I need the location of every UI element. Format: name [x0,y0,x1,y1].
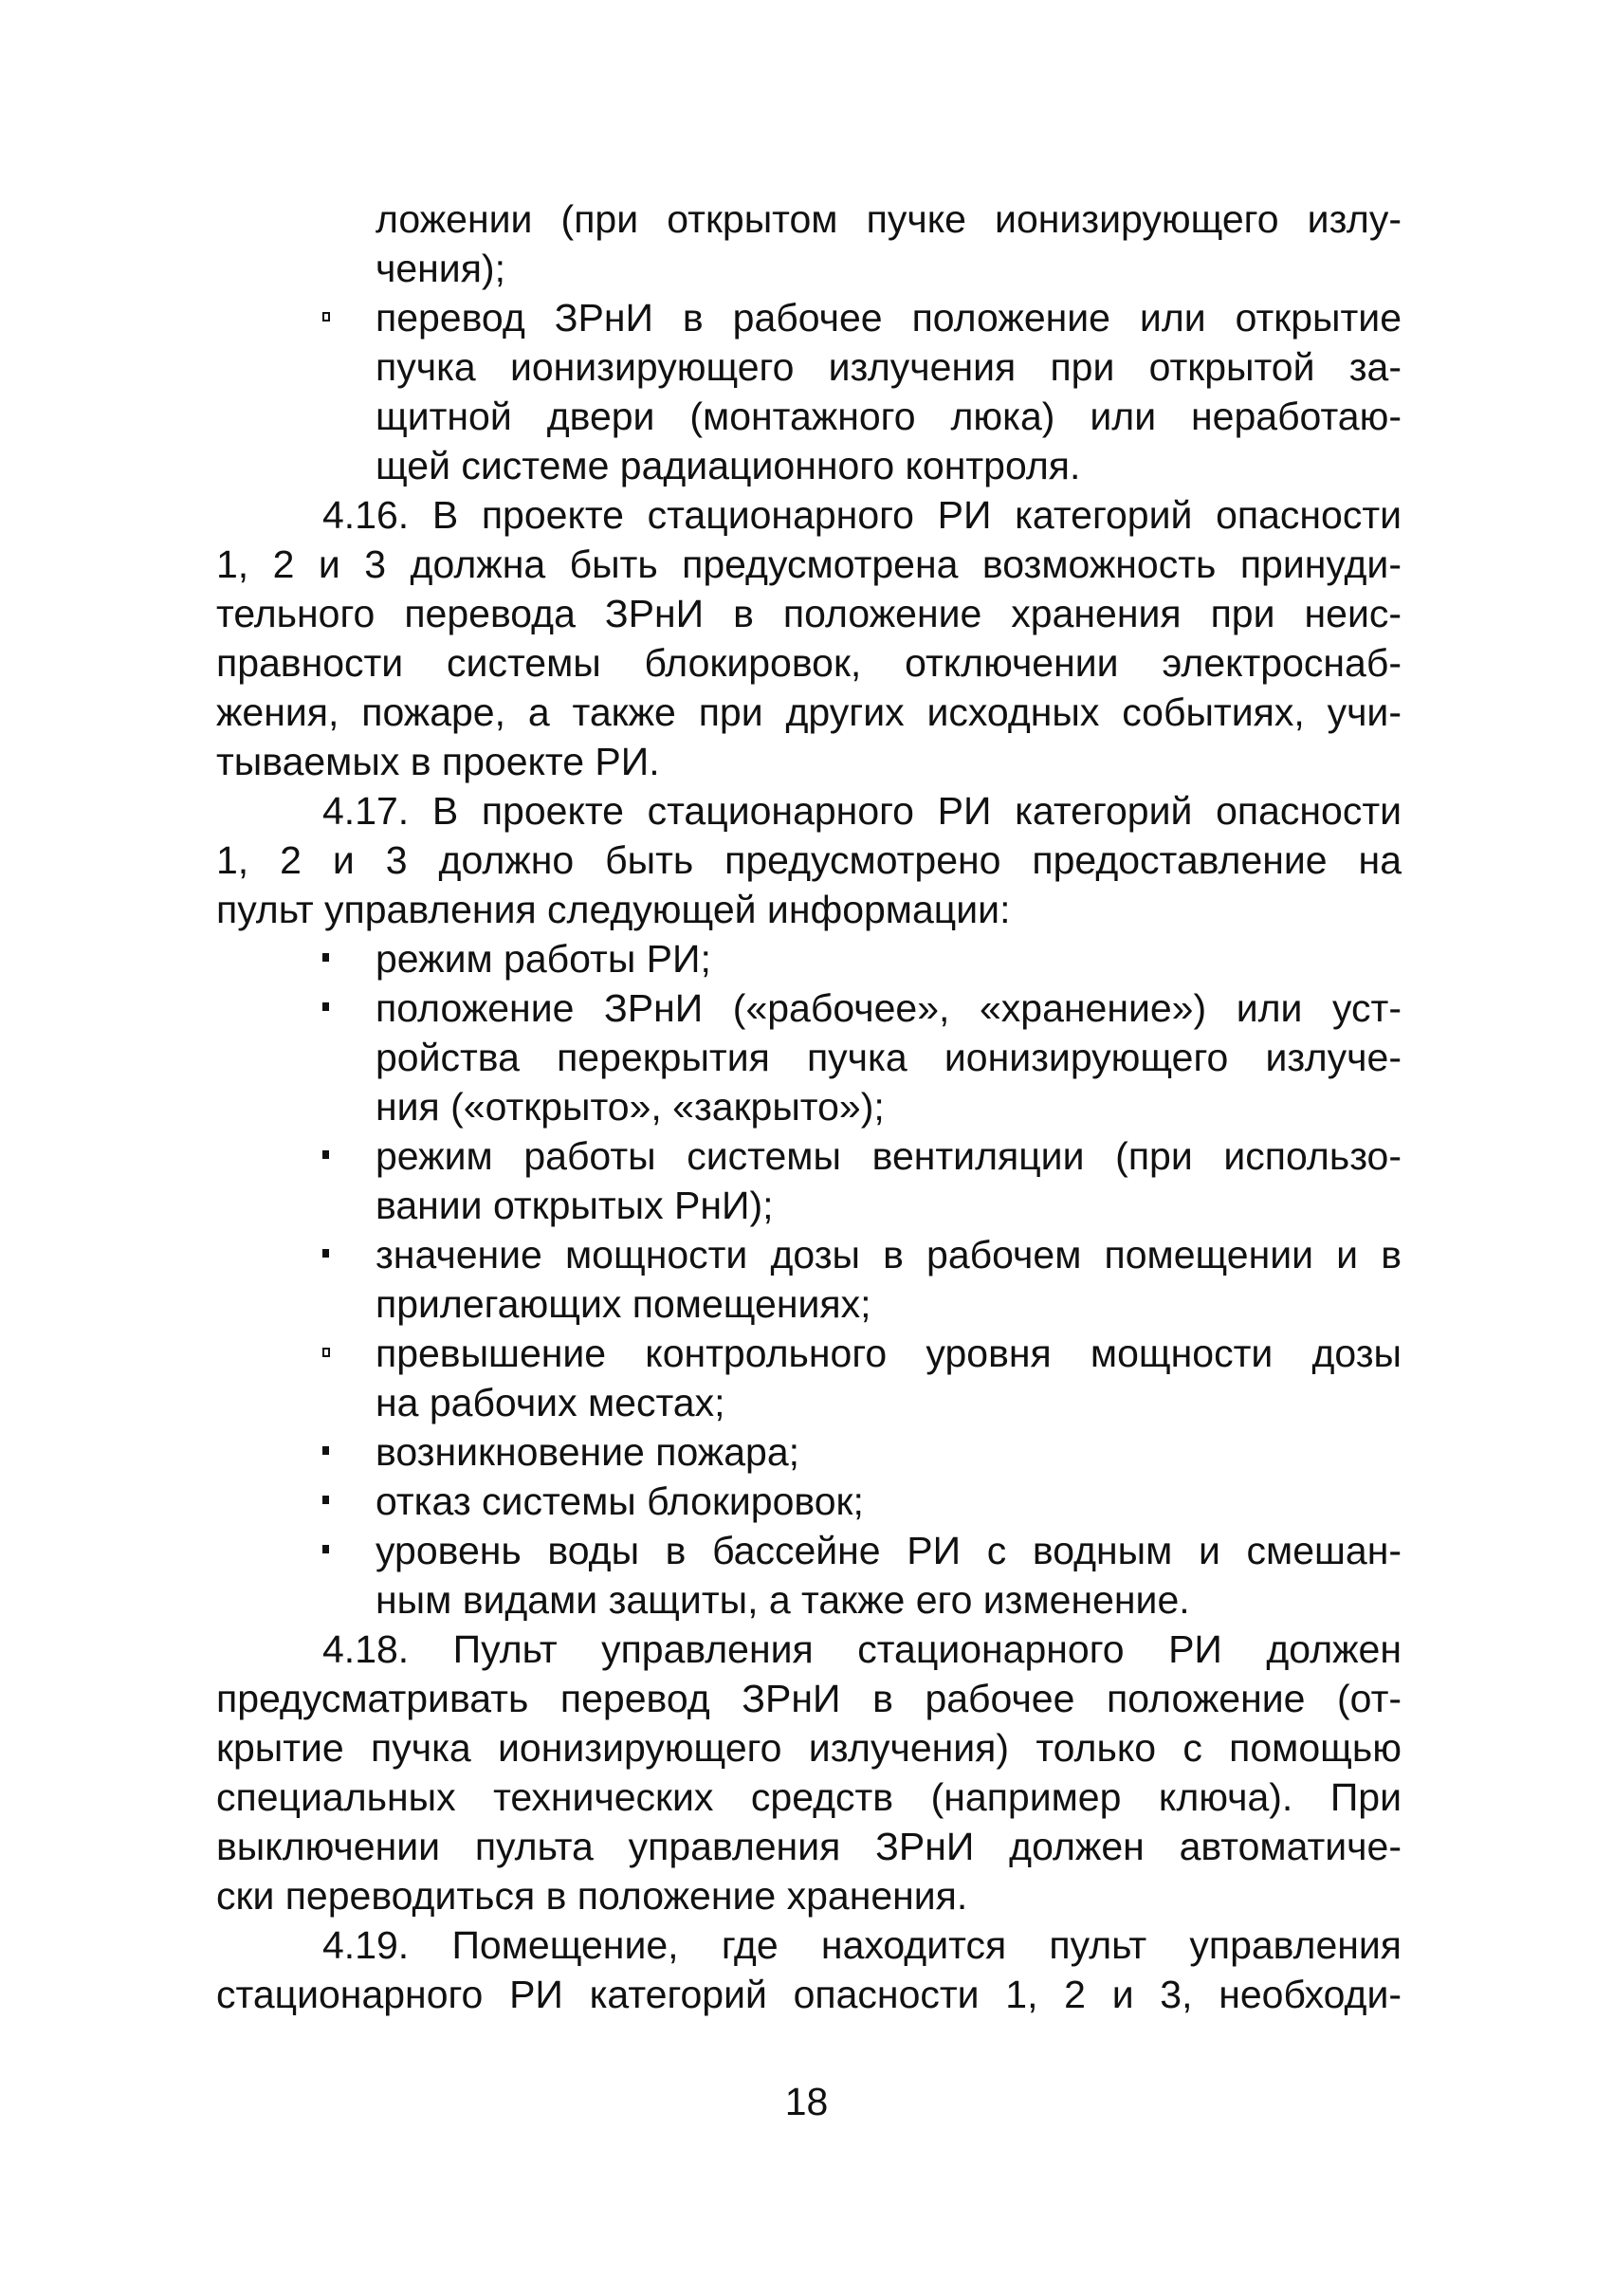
text-line: щитной двери (монтажного люка) или неработаю- [376,395,1402,438]
list-item [216,1526,1402,1625]
text-line: специальных технических средств (например ключа). При [216,1775,1402,1819]
text-line: 1, 2 и 3 должно быть предусмотрено предоставление на [216,838,1402,882]
text-line: 4.19. Помещение, где находится пульт управления [322,1923,1402,1967]
text-line: 1, 2 и 3 должна быть предусмотрена возможность принуди- [216,542,1402,586]
text-line: выключении пульта управления ЗРнИ должен автоматиче- [216,1825,1402,1868]
bullet-icon [322,312,330,321]
text-line: правности системы блокировок, отключении электроснаб- [216,641,1402,685]
text-line: на рабочих местах; [376,1381,725,1424]
bullet-icon [322,1002,329,1011]
text-line: тельного перевода ЗРнИ в положение хранения при неис- [216,592,1402,635]
text-line: ски переводиться в положение хранения. [216,1874,968,1918]
list-item [216,934,1402,983]
text-line: пульт управления следующей информации: [216,888,1011,931]
list-item [216,983,1402,1131]
text-line: превышение контрольного уровня мощности дозы [376,1332,1402,1375]
text-line: уровень воды в бассейне РИ с водным и смешан- [376,1529,1402,1572]
text-line: вании открытых РнИ); [376,1184,774,1227]
text-line: режим работы РИ; [376,937,711,981]
list-item [216,1329,1402,1427]
text-line: 4.16. В проекте стационарного РИ категорий опасности [322,493,1402,537]
paragraph-4-19 [216,1920,1402,2019]
document-body [216,194,1402,2019]
text-line: тываемых в проекте РИ. [216,740,660,783]
text-line: перевод ЗРнИ в рабочее положение или открытие [376,296,1402,340]
text-line: ным видами защиты, а также его изменение. [376,1578,1190,1622]
text-line: жения, пожаре, а также при других исходных событиях, учи- [216,690,1402,734]
text-line: режим работы системы вентиляции (при использо- [376,1134,1402,1178]
list-item [216,1477,1402,1526]
text-line: крытие пучка ионизирующего излучения) только с помощью [216,1726,1402,1770]
text-line: возникновение пожара; [376,1430,800,1474]
list-item [216,1131,1402,1230]
bullet-icon [322,1545,329,1553]
text-line: 4.18. Пульт управления стационарного РИ должен [322,1627,1402,1671]
bullet-icon [322,1249,329,1258]
list-item [216,1427,1402,1477]
text-line: предусматривать перевод ЗРнИ в рабочее положение (от- [216,1677,1402,1720]
text-line: 4.17. В проекте стационарного РИ категорий опасности [322,789,1402,833]
text-line: пучка ионизирующего излучения при открытой за- [376,345,1402,389]
bullet-icon [322,1348,330,1357]
list-item [216,293,1402,490]
text-line: отказ системы блокировок; [376,1479,864,1523]
list-item [216,1230,1402,1329]
paragraph-4-16 [216,490,1402,786]
bullet-icon [322,1496,329,1504]
page-number: 18 [784,2080,829,2123]
text-line: ния («открыто», «закрыто»); [376,1085,885,1129]
text-line: щей системе радиационного контроля. [376,444,1081,487]
text-line: стационарного РИ категорий опасности 1, 2 и 3, необходи- [216,1973,1402,2016]
text-line: чения); [376,247,505,290]
bullet-icon [322,953,329,962]
paragraph-4-17 [216,786,1402,934]
text-line: ройства перекрытия пучка ионизирующего излуче- [376,1036,1402,1079]
text-line: значение мощности дозы в рабочем помещении и в [376,1233,1402,1277]
bullet-icon [322,1150,329,1159]
bullet-icon [322,1446,329,1455]
text-line: прилегающих помещениях; [376,1282,871,1326]
text-line: ложении (при открытом пучке ионизирующего излу- [376,197,1402,241]
text-line: положение ЗРнИ («рабочее», «хранение») или уст- [376,986,1402,1030]
paragraph-4-18 [216,1625,1402,1920]
